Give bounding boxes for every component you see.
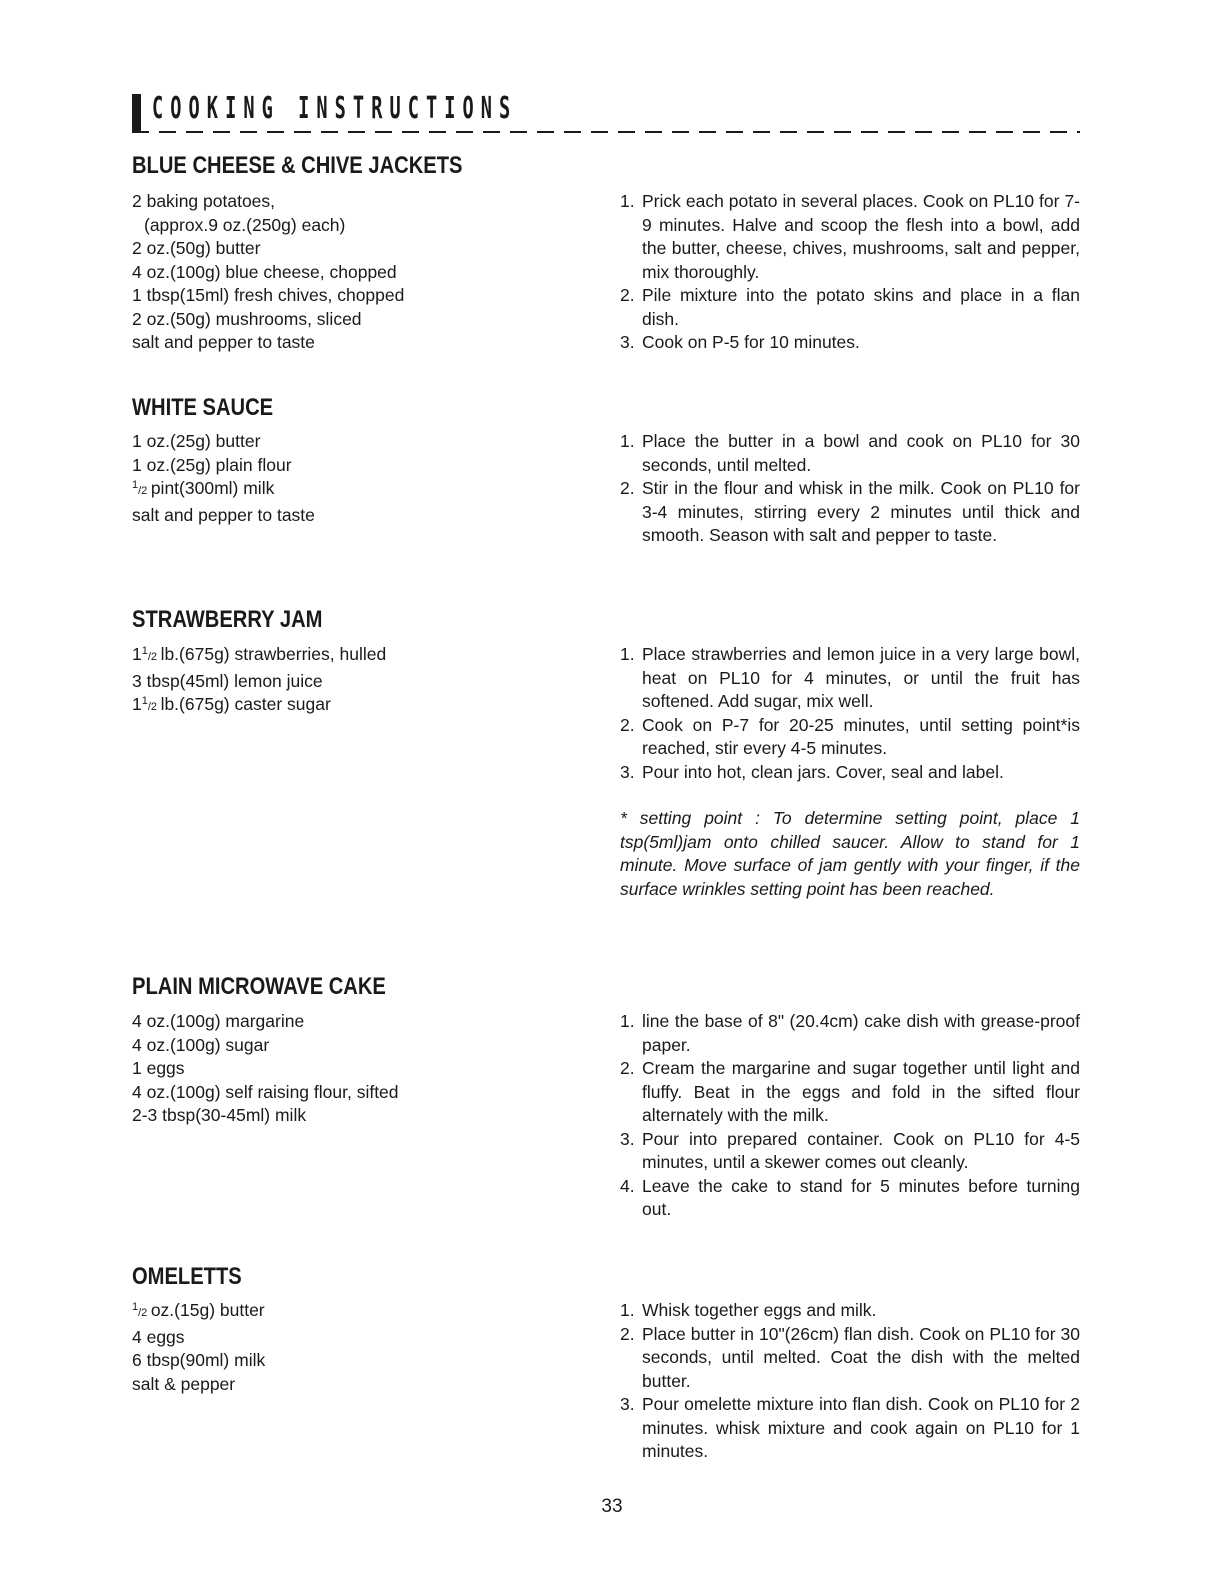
step-number: 1. (620, 1300, 635, 1320)
step-text: Cream the margarine and sugar together until light and fluffy. Beat in the eggs and fold in the sifted flour alternately with the milk. (642, 1058, 1080, 1125)
ingredient-list (132, 1010, 552, 1128)
step-text: Place butter in 10"(26cm) flan dish. Cook on PL10 for 30 seconds, until melted. Coat the dish with the melted butter. (642, 1323, 1080, 1391)
ingredient-list (132, 643, 552, 720)
step-number: 2. (620, 478, 635, 498)
step-item (620, 430, 1080, 477)
ingredient-item: 2-3 tbsp(30-45ml) milk (132, 1105, 307, 1125)
ingredient-item: 2 oz.(50g) butter (132, 238, 261, 258)
recipe-title: PLAIN MICROWAVE CAKE (132, 973, 386, 1000)
header-bar (132, 94, 141, 131)
fraction-denominator: /2 (147, 701, 158, 713)
step-text: line the base of 8" (20.4cm) cake dish with grease-proof paper. (642, 1011, 1080, 1055)
step-text: Pile mixture into the potato skins and place in a flan dish. (642, 285, 1080, 329)
step-item (620, 761, 1080, 785)
step-number: 3. (620, 1394, 635, 1414)
page-header (132, 92, 1080, 136)
ingredient-list (132, 190, 552, 355)
step-number: 3. (620, 761, 635, 782)
fraction-numerator: 1 (132, 479, 139, 491)
page-number: 33 (601, 1496, 623, 1517)
step-number: 1. (620, 191, 635, 211)
ingredient-list (132, 430, 552, 527)
step-number: 2. (620, 285, 635, 305)
step-item (620, 331, 1080, 355)
step-item (620, 1323, 1080, 1394)
ingredient-item: salt and pepper to taste (132, 332, 315, 352)
fraction-numerator: 1 (141, 645, 148, 657)
page-title: COOKING INSTRUCTIONS (152, 91, 518, 126)
fraction-denominator: /2 (138, 485, 148, 497)
fraction-denominator: /2 (138, 1307, 148, 1319)
ingredient-item: 1 tbsp(15ml) fresh chives, chopped (132, 285, 405, 305)
step-number: 3. (620, 1128, 635, 1149)
ingredient-item: 4 eggs (132, 1326, 185, 1347)
ingredient-item: 1 oz.(25g) plain flour (132, 454, 292, 475)
ingredient-item: 4 oz.(100g) sugar (132, 1034, 270, 1055)
step-number: 4. (620, 1175, 635, 1196)
recipe-title: WHITE SAUCE (132, 394, 274, 421)
ingredient-item: salt and pepper to taste (132, 504, 315, 525)
step-text: Pour into prepared container. Cook on PL10 for 4-5 minutes, until a skewer comes out cleanly. (642, 1128, 1080, 1172)
step-text: Place the butter in a bowl and cook on PL10 for 30 seconds, until melted. (642, 431, 1080, 475)
ingredient-item: 4 oz.(100g) margarine (132, 1011, 305, 1031)
ingredient-item: salt & pepper (132, 1373, 236, 1394)
step-item (620, 1128, 1080, 1175)
step-item (620, 1175, 1080, 1222)
ingredient-item: (approx.9 oz.(250g) each) (144, 214, 346, 235)
step-number: 2. (620, 1323, 635, 1344)
step-text: Whisk together eggs and milk. (642, 1300, 877, 1320)
step-item (620, 190, 1080, 284)
setting-point-note: * setting point : To determine setting point, place 1 tsp(5ml)jam onto chilled saucer. Allow to stand for 1 minute. Move surface of jam gently with your finger, if the surface wrinkles setting point has been reached. (620, 808, 1080, 899)
step-text: Leave the cake to stand for 5 minutes before turning out. (642, 1175, 1080, 1219)
step-text: Cook on P-7 for 20-25 minutes, until setting point*is reached, stir every 4-5 minutes. (642, 714, 1080, 758)
fraction-numerator: 1 (132, 1301, 139, 1313)
recipe-title: STRAWBERRY JAM (132, 606, 323, 633)
step-item (620, 1057, 1080, 1128)
step-item (620, 1393, 1080, 1464)
step-item (620, 643, 1080, 714)
ingredient-item: $1^1/2$ lb.(675g) caster sugar (132, 694, 331, 714)
step-item (620, 477, 1080, 548)
step-number: 1. (620, 431, 635, 451)
step-list (620, 1299, 1080, 1464)
ingredient-item: 3 tbsp(45ml) lemon juice (132, 670, 323, 691)
step-text: Prick each potato in several places. Cook on PL10 for 7-9 minutes. Halve and scoop the flesh into a bowl, add the butter, cheese, chives, mushrooms, salt and pepper, mix thoroughly. (642, 191, 1080, 282)
ingredient-item: $^1$/2 pint(300ml) milk (132, 478, 275, 498)
ingredient-item: 6 tbsp(90ml) milk (132, 1350, 266, 1370)
step-item (620, 1299, 1080, 1323)
ingredient-item: 1 eggs (132, 1058, 185, 1078)
step-number: 1. (620, 644, 635, 664)
ingredient-item: 2 oz.(50g) mushrooms, sliced (132, 308, 362, 329)
ingredient-list (132, 1299, 552, 1396)
step-number: 1. (620, 1011, 635, 1031)
header-dashed-rule (132, 131, 1080, 133)
step-text: Pour omelette mixture into flan dish. Cook on PL10 for 2 minutes. whisk mixture and cook again on PL10 for 1 minutes. (642, 1394, 1080, 1461)
step-list (620, 643, 1080, 784)
step-number: 3. (620, 332, 635, 352)
ingredient-item: 1 oz.(25g) butter (132, 431, 261, 451)
step-text: Stir in the flour and whisk in the milk. Cook on PL10 for 3-4 minutes, stirring every 2 minutes until thick and smooth. Season with salt and pepper to taste. (642, 478, 1080, 545)
step-number: 2. (620, 1058, 635, 1078)
step-list (620, 190, 1080, 355)
step-text: Cook on P-5 for 10 minutes. (642, 332, 860, 352)
step-item (620, 1010, 1080, 1057)
ingredient-item: 4 oz.(100g) blue cheese, chopped (132, 261, 397, 282)
step-list (620, 430, 1080, 548)
ingredient-item: $1^1/2$ lb.(675g) strawberries, hulled (132, 644, 387, 664)
fraction-numerator: 1 (141, 695, 148, 707)
step-text: Place strawberries and lemon juice in a very large bowl, heat on PL10 for 4 minutes, or until the fruit has softened. Add sugar, mix well. (642, 644, 1080, 711)
ingredient-item: 4 oz.(100g) self raising flour, sifted (132, 1081, 399, 1102)
recipe-title: OMELETTS (132, 1263, 242, 1290)
step-item (620, 714, 1080, 761)
ingredient-item: 2 baking potatoes, (132, 191, 276, 211)
step-number: 2. (620, 714, 635, 735)
step-text: Pour into hot, clean jars. Cover, seal and label. (642, 761, 1004, 782)
step-item (620, 284, 1080, 331)
recipe-title: BLUE CHEESE & CHIVE JACKETS (132, 152, 463, 179)
fraction-denominator: /2 (147, 651, 158, 663)
ingredient-item: $^1$/2 oz.(15g) butter (132, 1300, 265, 1320)
step-list (620, 1010, 1080, 1222)
